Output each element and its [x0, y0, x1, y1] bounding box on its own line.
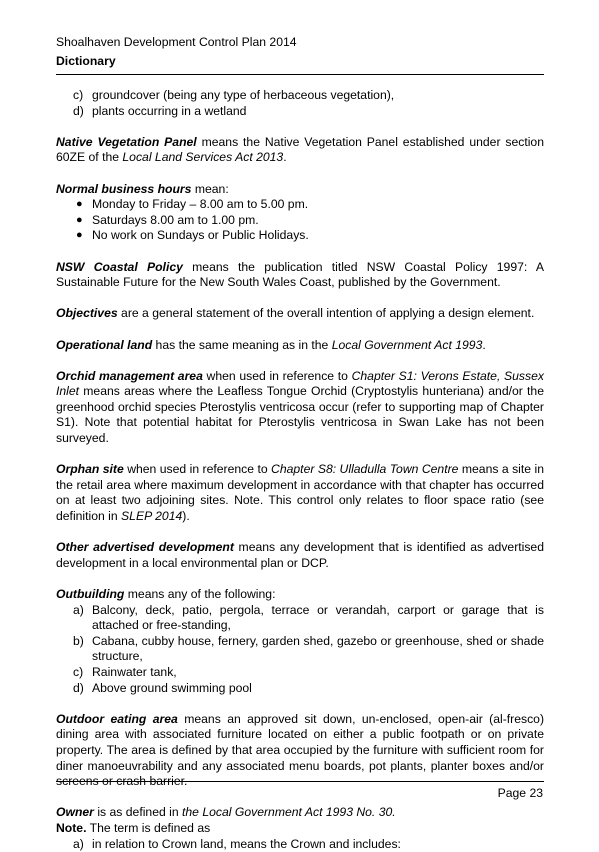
definition-text: has the same meaning as in the [152, 338, 332, 352]
term: Other advertised development [56, 540, 234, 554]
document-title: Shoalhaven Development Control Plan 2014 [56, 34, 544, 50]
definition-text: when used in reference to [203, 369, 352, 383]
act-reference: Local Government Act 1993 [332, 338, 483, 352]
definition-text: means the publication titled NSW Coastal Policy 1997: A Sustainable Future for the New South Wales Coast, published by the Government. [56, 260, 544, 290]
list-item-text: groundcover (being any type of herbaceous vegetation), [92, 88, 394, 102]
list-item-text: No work on Sundays or Public Holidays. [92, 228, 309, 242]
list-item [56, 603, 544, 634]
list-marker: c) [73, 665, 83, 681]
intro-list [56, 88, 544, 119]
chapter-reference: Chapter S1: Verons Estate, Sussex Inlet [56, 369, 544, 399]
list-item-text: Cabana, cubby house, fernery, garden shed, gazebo or greenhouse, shed or shade structure, [92, 634, 544, 664]
owner-list [56, 837, 544, 852]
term: Objectives [56, 306, 118, 320]
definition-text: means areas where the Leafless Tongue Orchid (Cryptostylis hunteriana) and/or the greenhood orchid species Pterostylis ventricosa occur (refer to supporting map of Chapter S1). Note that potential habitat for Pterostylis ventricosa in Swan Lake has not been surveyed. [56, 384, 544, 445]
list-item-text: Monday to Friday – 8.00 am to 5.00 pm. [92, 197, 308, 211]
list-item [56, 665, 544, 681]
note-label: Note. [56, 821, 86, 835]
definition-text: means a site in the retail area where maximum development in accordance with that chapter has occurred on at least two adjoining sites. Note. This control only relates to floor space ratio (see definition in [56, 462, 544, 523]
list-item [56, 837, 544, 852]
list-item [56, 681, 544, 697]
definition-normal-business-hours [56, 182, 544, 198]
definition-orchid-management-area [56, 369, 544, 447]
list-item-text: Rainwater tank, [92, 665, 177, 679]
definition-operational-land [56, 338, 544, 354]
list-item [56, 88, 544, 104]
list-item [56, 197, 544, 213]
note-text: The term is defined as [86, 821, 210, 835]
bullet-icon: ● [76, 228, 83, 244]
bullet-icon: ● [76, 213, 83, 229]
outbuilding-list [56, 603, 544, 697]
owner-note [56, 821, 544, 837]
list-marker: d) [73, 681, 84, 697]
term: Owner [56, 805, 94, 819]
definition-text: means the Native Vegetation Panel established under section 60ZE of the [56, 135, 544, 165]
definition-outdoor-eating-area [56, 712, 544, 790]
definition-text: mean: [191, 182, 228, 196]
list-marker: b) [73, 634, 84, 650]
list-item [56, 213, 544, 229]
list-item [56, 104, 544, 120]
term: Orphan site [56, 462, 124, 476]
definition-text: means any development that is identified as advertised development in a local environmental plan or DCP. [56, 540, 544, 570]
definition-text: is as defined in [94, 805, 182, 819]
dictionary-content [56, 88, 544, 852]
definition-text: ). [182, 509, 189, 523]
page-number: Page 23 [498, 786, 543, 800]
definition-other-advertised-development [56, 540, 544, 571]
list-item-text: Above ground swimming pool [92, 681, 252, 695]
term: Normal business hours [56, 182, 191, 196]
definition-text: are a general statement of the overall intention of applying a design element. [118, 306, 535, 320]
page-header [56, 34, 544, 69]
list-marker: a) [73, 837, 84, 852]
definition-text: . [283, 150, 286, 164]
header-rule [56, 74, 544, 75]
act-reference: Local Land Services Act 2013 [122, 150, 283, 164]
list-marker: d) [73, 104, 84, 120]
term: Outdoor eating area [56, 712, 178, 726]
list-item-text: Saturdays 8.00 am to 1.00 pm. [92, 213, 259, 227]
bullet-icon: ● [76, 197, 83, 213]
definition-nsw-coastal-policy [56, 260, 544, 291]
list-item-text: Balcony, deck, patio, pergola, terrace or verandah, carport or garage that is attached or free-standing, [92, 603, 544, 633]
definition-owner [56, 805, 544, 821]
definition-text: when used in reference to [124, 462, 271, 476]
chapter-reference: Chapter S8: Ulladulla Town Centre [271, 462, 458, 476]
list-marker: c) [73, 88, 83, 104]
list-marker: a) [73, 603, 84, 619]
definition-native-vegetation-panel [56, 135, 544, 166]
footer-rule [56, 781, 544, 782]
plan-reference: SLEP 2014 [121, 509, 182, 523]
list-item-text: in relation to Crown land, means the Crown and includes: [92, 837, 401, 851]
term: Outbuilding [56, 587, 124, 601]
term: Native Vegetation Panel [56, 135, 197, 149]
business-hours-list [56, 197, 544, 244]
act-reference: the Local Government Act 1993 No. 30. [182, 805, 396, 819]
definition-text: means an approved sit down, un-enclosed, open-air (al-fresco) dining area with associated furniture located on either a public footpath or on private property. The area is defined by that area occupied by the furniture with sufficient room for diner manoeuvrability and any associated menu boards, pot plants, planter boxes and/or screens or crash barrier. [56, 712, 544, 788]
definition-outbuilding [56, 587, 544, 603]
term: Orchid management area [56, 369, 203, 383]
list-item [56, 634, 544, 665]
list-item-text: plants occurring in a wetland [92, 104, 246, 118]
term: Operational land [56, 338, 152, 352]
section-title: Dictionary [56, 53, 544, 69]
list-item [56, 228, 544, 244]
definition-text: . [482, 338, 485, 352]
definition-objectives [56, 306, 544, 322]
definition-text: means any of the following: [124, 587, 275, 601]
definition-orphan-site [56, 462, 544, 524]
term: NSW Coastal Policy [56, 260, 183, 274]
